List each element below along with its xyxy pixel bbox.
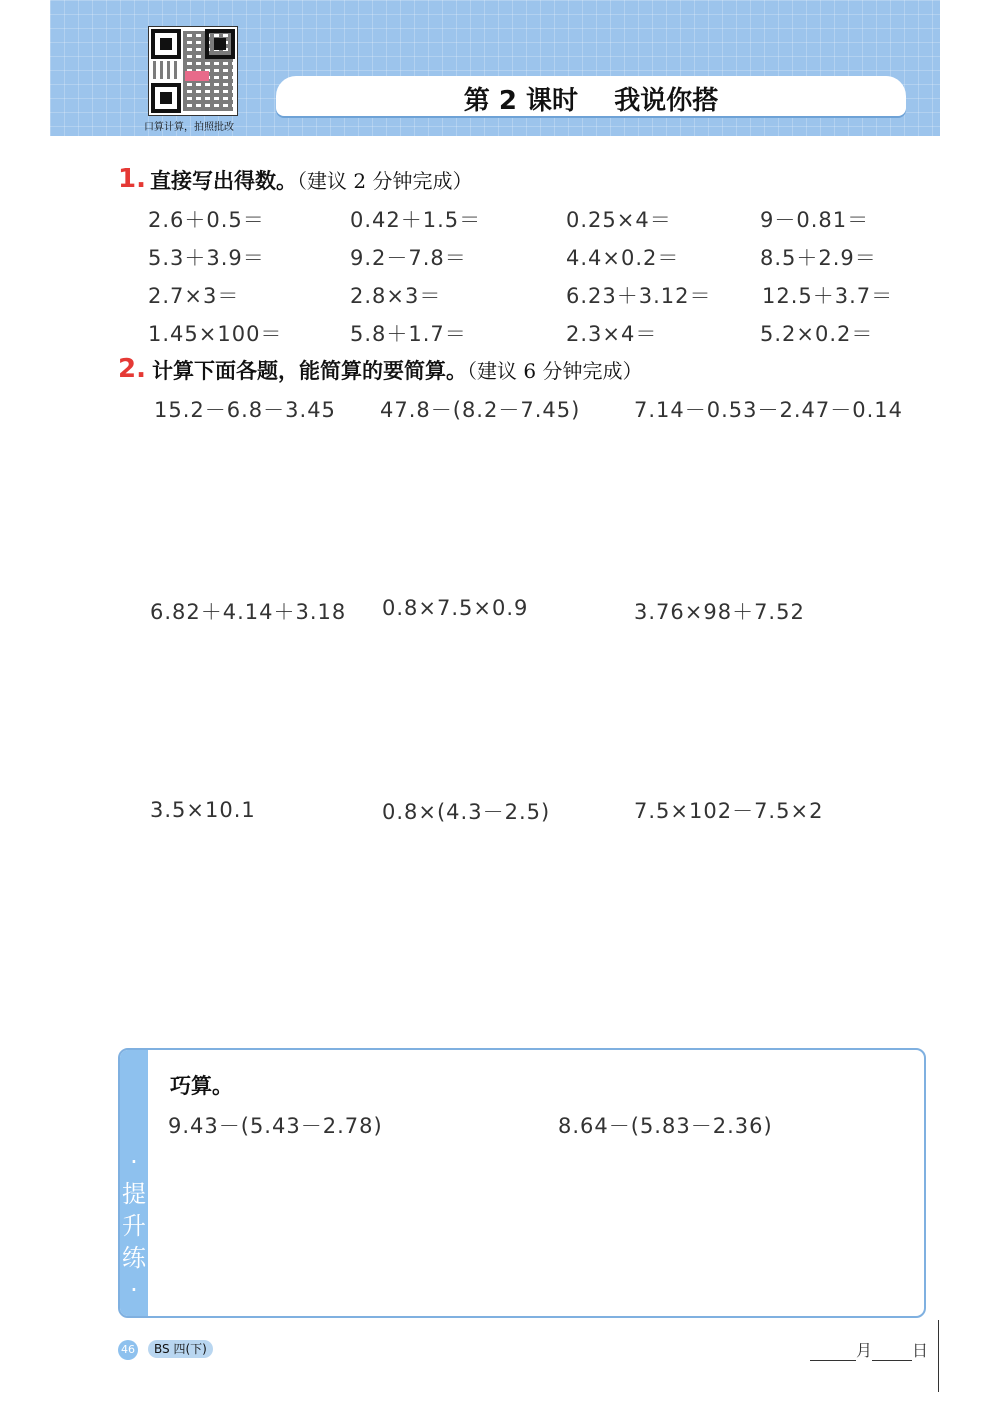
q1-expression: 4.4×0.2＝ [566,246,680,270]
qr-finder-icon [151,29,181,59]
q1-expression: 9－0.81＝ [760,208,870,232]
lesson-title: 第 2 课时 我说你搭 [463,86,719,116]
q1-expression: 0.25×4＝ [566,208,672,232]
q2-expression: 3.5×10.1 [150,798,256,822]
page-number: 46 [118,1340,138,1360]
q2-expression: 0.8×(4.3－2.5) [382,800,551,824]
q1-expression: 0.42＋1.5＝ [350,208,482,232]
q1-expression: 12.5＋3.7＝ [762,284,894,308]
q2-expression: 0.8×7.5×0.9 [382,596,529,620]
month-label: 月 [856,1341,873,1360]
question-2-title-text: 计算下面各题，能简算的要简算。 [152,359,467,383]
q2-expression: 6.82＋4.14＋3.18 [150,600,347,624]
date-field [810,1338,928,1361]
extension-box [118,1048,926,1318]
extension-side-label-text: ·提升练· [122,1148,146,1304]
extension-side-label [120,1146,148,1306]
q1-expression: 2.6＋0.5＝ [148,208,265,232]
q1-expression: 6.23＋3.12＝ [566,284,712,308]
q1-expression: 9.2－7.8＝ [350,246,467,270]
extension-title: 巧算。 [170,1074,233,1098]
q1-expression: 5.3＋3.9＝ [148,246,265,270]
q1-expression: 2.8×3＝ [350,284,442,308]
q1-expression: 8.5＋2.9＝ [760,246,877,270]
question-1-hint: （建议 2 分钟完成） [297,169,473,193]
question-2-number: 2. [118,354,146,384]
q1-expression: 2.7×3＝ [148,284,240,308]
question-1-number: 1. [118,164,146,194]
qr-code-icon[interactable] [148,26,238,116]
question-2-title [152,355,642,385]
month-blank[interactable] [810,1360,856,1361]
q1-expression: 5.2×0.2＝ [760,322,874,346]
q1-expression: 5.8＋1.7＝ [350,322,467,346]
lesson-title-banner [276,76,906,116]
qr-logo-icon [185,71,209,81]
extension-expression: 8.64－(5.83－2.36) [558,1114,773,1138]
qr-finder-icon [151,83,181,113]
q2-expression: 47.8－(8.2－7.45) [380,398,581,422]
qr-caption: 口算计算，拍照批改 [144,122,234,133]
question-2-hint: （建议 6 分钟完成） [467,359,643,383]
day-label: 日 [912,1341,929,1360]
edition-badge: BS 四(下) [148,1340,213,1358]
q2-expression: 3.76×98＋7.52 [634,600,805,624]
qr-pattern [153,61,181,79]
day-blank[interactable] [872,1360,912,1361]
q2-expression: 7.5×102－7.5×2 [634,799,824,823]
question-1-title-text: 直接写出得数。 [150,169,297,193]
q1-expression: 2.3×4＝ [566,322,658,346]
q1-expression: 1.45×100＝ [148,322,283,346]
question-1-title [150,165,472,195]
extension-expression: 9.43－(5.43－2.78) [168,1114,383,1138]
q2-expression: 7.14－0.53－2.47－0.14 [634,398,904,422]
page-edge-line [938,1320,939,1392]
extension-side-tab [120,1050,148,1316]
q2-expression: 15.2－6.8－3.45 [154,398,336,422]
